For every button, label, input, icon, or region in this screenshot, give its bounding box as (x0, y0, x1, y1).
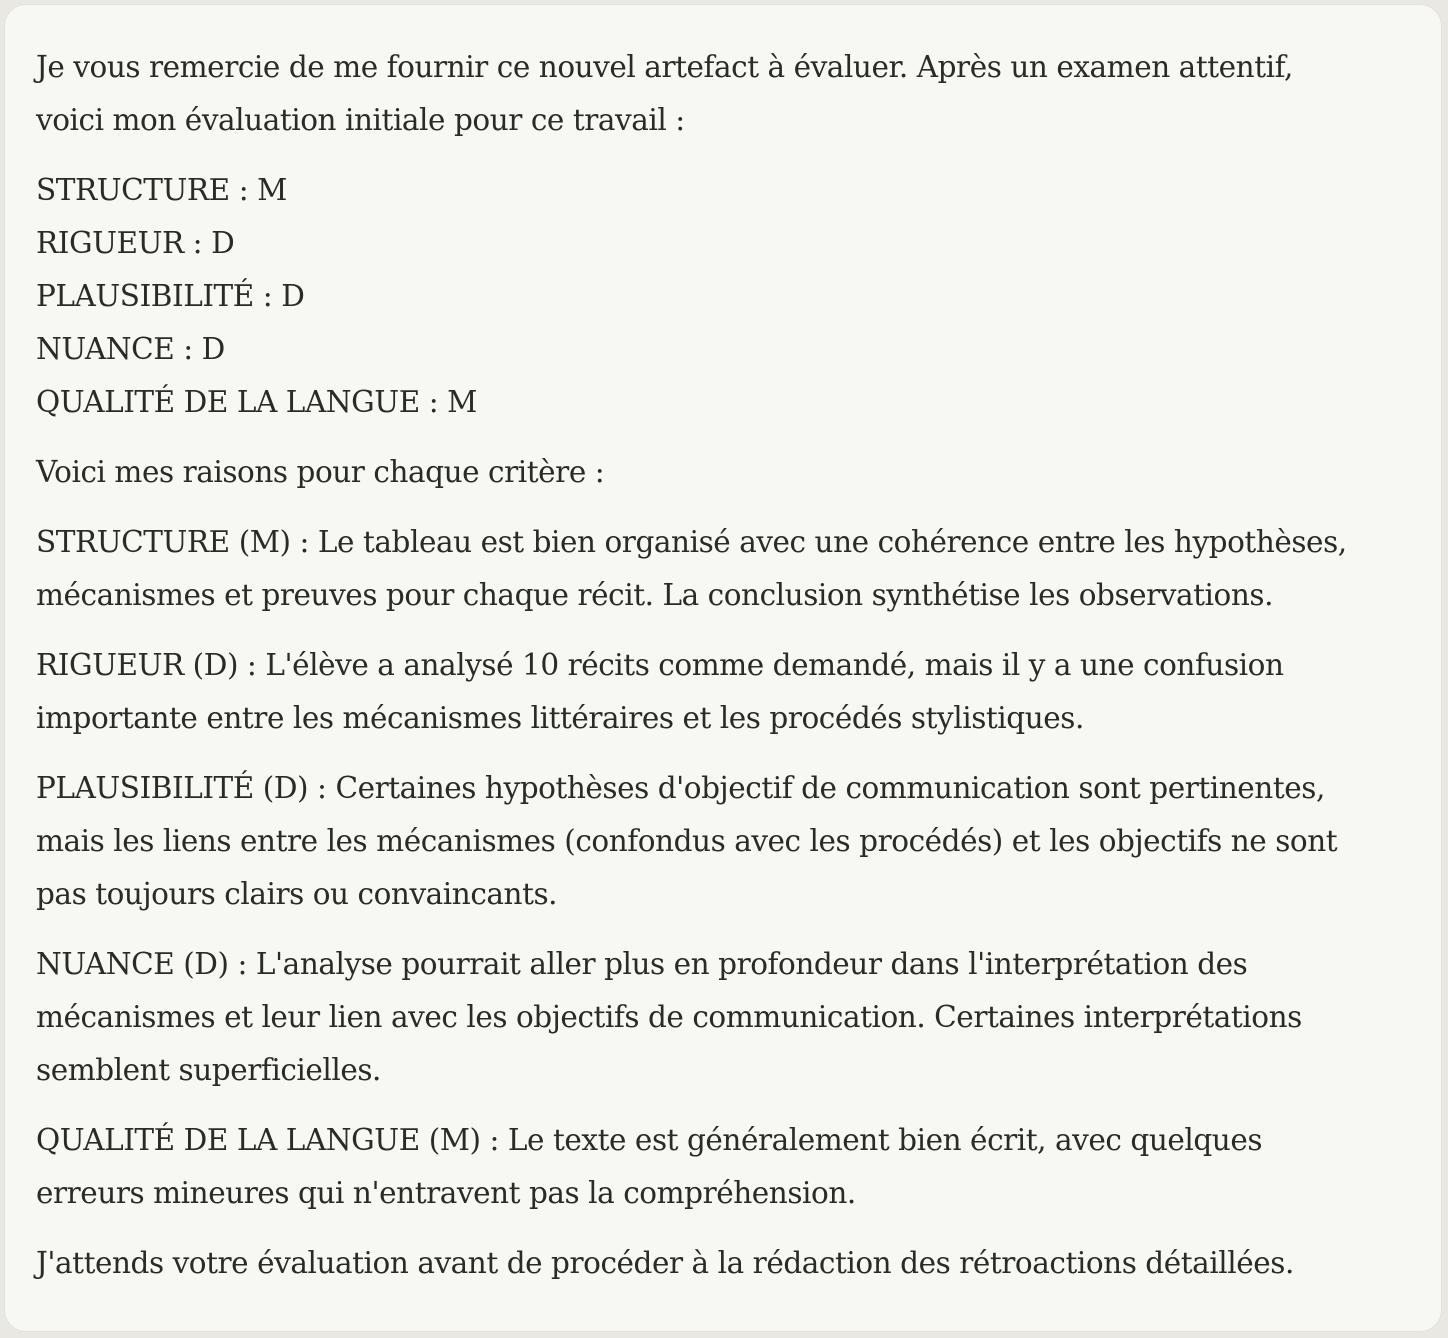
grade-structure: STRUCTURE : M (36, 173, 287, 207)
grade-plausibilite: PLAUSIBILITÉ : D (36, 279, 305, 313)
closing-paragraph: J'attends votre évaluation avant de procéder à la rédaction des rétroactions détaillées. (36, 1246, 1294, 1280)
intro-paragraph: Je vous remercie de me fournir ce nouvel artefact à évaluer. Après un examen attentif, voici mon évaluation initiale pour ce travail : (36, 50, 1293, 137)
grade-qualite-langue: QUALITÉ DE LA LANGUE : M (36, 385, 477, 419)
reason-qualite-langue: QUALITÉ DE LA LANGUE (M) : Le texte est généralement bien écrit, avec quelques erreurs mineures qui n'entravent pas la compréhension. (36, 1123, 1263, 1210)
grade-nuance: NUANCE : D (36, 332, 225, 366)
grade-rigueur: RIGUEUR : D (36, 226, 235, 260)
reason-nuance: NUANCE (D) : L'analyse pourrait aller plus en profondeur dans l'interprétation des mécanismes et leur lien avec les objectifs de communication. Certaines interprétations semblent superficielles. (36, 947, 1302, 1087)
reasons-intro: Voici mes raisons pour chaque critère : (36, 455, 605, 489)
reason-plausibilite: PLAUSIBILITÉ (D) : Certaines hypothèses d'objectif de communication sont pertinentes, mais les liens entre les mécanismes (confondus avec les procédés) et les objectifs ne sont pas toujours clairs ou convaincants. (36, 771, 1338, 911)
reason-rigueur: RIGUEUR (D) : L'élève a analysé 10 récits comme demandé, mais il y a une confusion importante entre les mécanismes littéraires et les procédés stylistiques. (36, 648, 1284, 735)
grades-list (36, 164, 1361, 429)
assistant-message-card (4, 4, 1442, 1332)
reason-structure: STRUCTURE (M) : Le tableau est bien organisé avec une cohérence entre les hypothèses, mécanismes et preuves pour chaque récit. La conclusion synthétise les observations. (36, 525, 1347, 612)
